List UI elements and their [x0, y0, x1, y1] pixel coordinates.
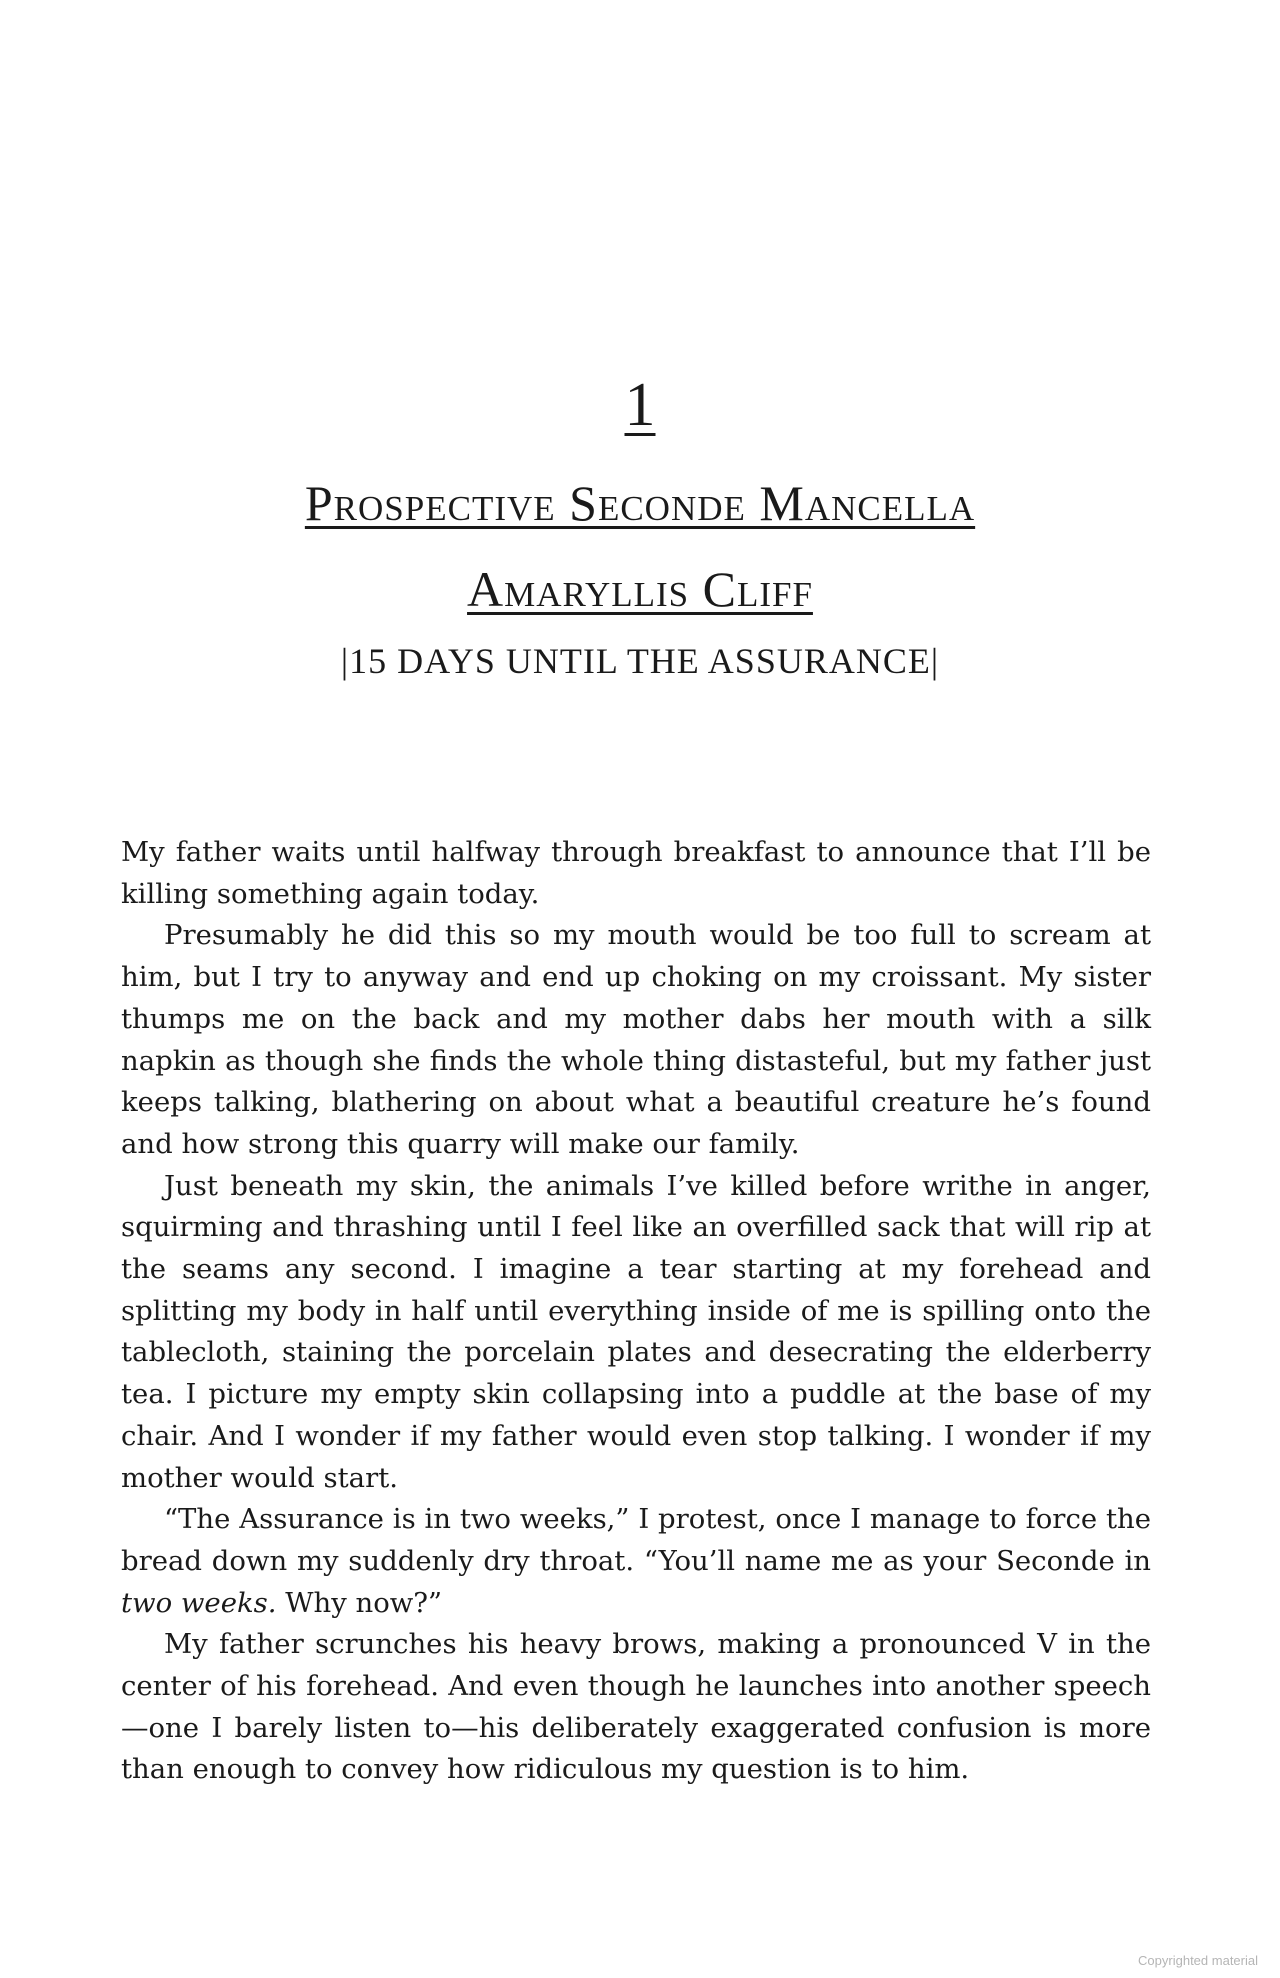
chapter-title-line-1: Prospective Seconde Mancella: [304, 475, 976, 531]
paragraph: Presumably he did this so my mouth would be too full to scream at him, but I try to anyway and end up choking on my croissant. My sister thumps me on the back and my mother dabs her mouth with a silk napkin as though she finds the whole thing distasteful, but my father just keeps talking, blathering on about what a beautiful creature he’s found and how strong this quarry will make our family.: [121, 919, 1151, 1160]
chapter-title-line-2: Amaryllis Cliff: [467, 561, 813, 617]
chapter-subtitle: |15 DAYS UNTIL THE ASSURANCE|: [340, 641, 940, 681]
chapter-number: 1: [624, 371, 656, 439]
paragraph-text: Why now?”: [276, 1586, 443, 1619]
paragraph: Just beneath my skin, the animals I’ve killed before writhe in anger, squirming and thrashing until I feel like an overfilled sack that will rip at the seams any second. I imagine a tear starting at my forehead and splitting my body in half until everything inside of me is spilling onto the tablecloth, staining the porcelain plates and desecrating the elderberry tea. I picture my empty skin collapsing into a puddle at the base of my chair. And I wonder if my father would even stop talking. I wonder if my mother would start.: [121, 1169, 1151, 1494]
paragraph: My father scrunches his heavy brows, making a pronounced V in the center of his forehead. And even though he launches into another speech —one I barely listen to—his deliberately exaggerated confusion is more than enough to convey how ridiculous my question is to him.: [121, 1628, 1151, 1786]
emphasis-text: two weeks.: [121, 1586, 277, 1619]
chapter-title: [0, 460, 1280, 632]
chapter-heading: [0, 370, 1280, 684]
paragraph-text: “The Assurance is in two weeks,” I protest, once I manage to force the bread down my suddenly dry throat. “You’ll name me as your Seconde in: [121, 1503, 1151, 1577]
paragraph: [121, 1499, 1151, 1624]
chapter-body: [121, 832, 1151, 1791]
copyright-notice: Copyrighted material: [1138, 1953, 1258, 1968]
paragraph: My father waits until halfway through breakfast to announce that I’ll be killing something again today.: [121, 836, 1151, 910]
